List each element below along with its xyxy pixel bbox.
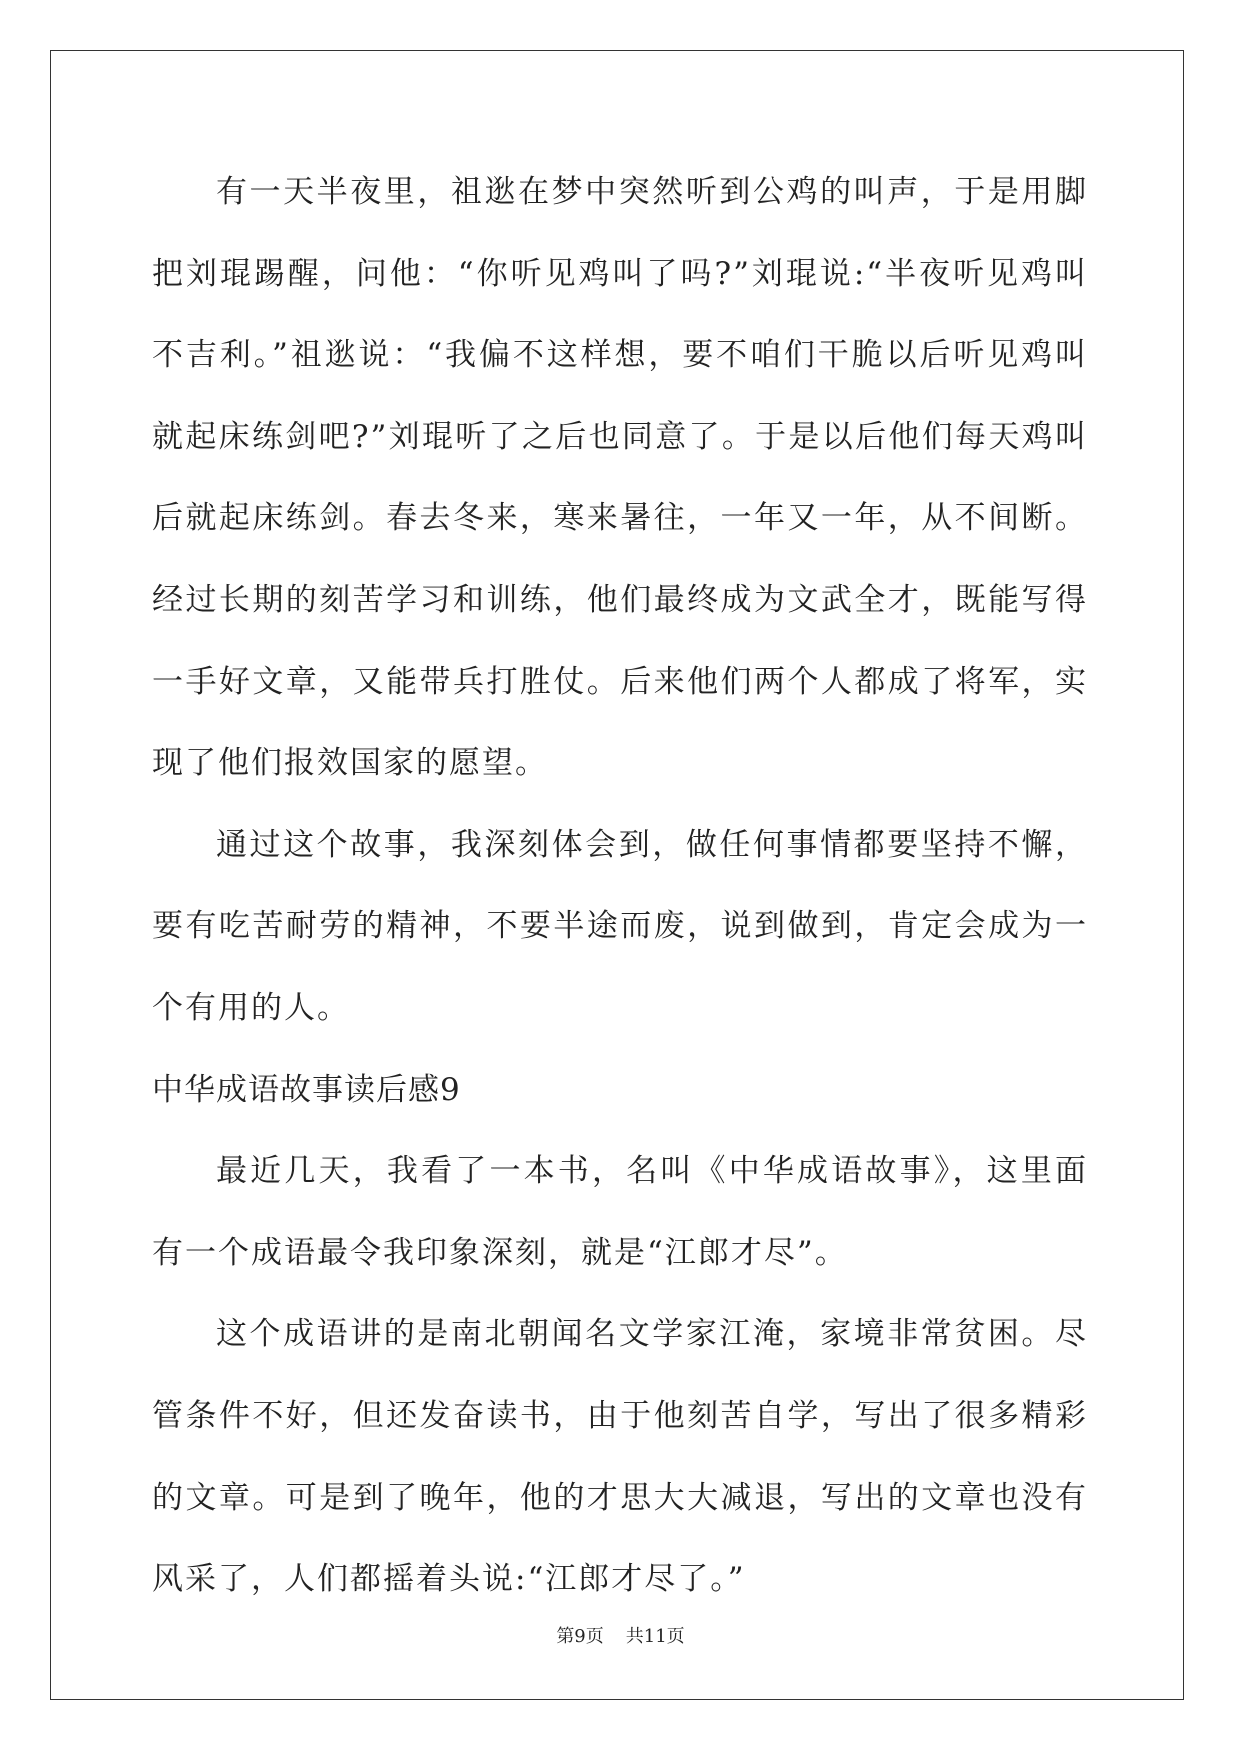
section-heading: 中华成语故事读后感9: [152, 1071, 461, 1108]
page-number: 第9页: [556, 1626, 604, 1647]
page-footer: [0, 1622, 1241, 1648]
paragraph: 这个成语讲的是南北朝闻名文学家江淹，家境非常贫困。尽管条件不好，但还发奋读书，由于他刻苦自学，写出了很多精彩的文章。可是到了晚年，他的才思大大减退，写出的文章也没有风采了，人们都摇着头说:“江郎才尽了。”: [152, 1316, 1088, 1598]
document-body: [152, 152, 1088, 1621]
paragraph: 通过这个故事，我深刻体会到，做任何事情都要坚持不懈，要有吃苦耐劳的精神，不要半途而废，说到做到，肯定会成为一个有用的人。: [152, 826, 1088, 1026]
paragraph: 最近几天，我看了一本书，名叫《中华成语故事》，这里面有一个成语最令我印象深刻，就是“江郎才尽”。: [152, 1153, 1088, 1271]
page-total: 共11页: [625, 1626, 685, 1647]
paragraph: 有一天半夜里，祖逖在梦中突然听到公鸡的叫声，于是用脚把刘琨踢醒，问他：“你听见鸡叫了吗?”刘琨说:“半夜听见鸡叫不吉利。”祖逖说：“我偏不这样想，要不咱们干脆以后听见鸡叫就起床练剑吧?”刘琨听了之后也同意了。于是以后他们每天鸡叫后就起床练剑。春去冬来，寒来暑往，一年又一年，从不间断。经过长期的刻苦学习和训练，他们最终成为文武全才，既能写得一手好文章，又能带兵打胜仗。后来他们两个人都成了将军，实现了他们报效国家的愿望。: [152, 174, 1088, 782]
